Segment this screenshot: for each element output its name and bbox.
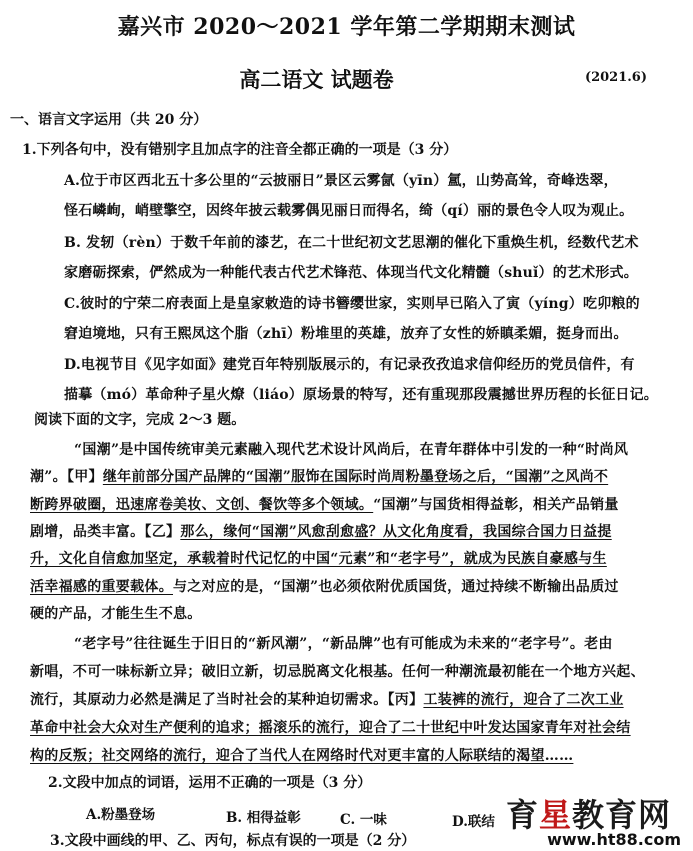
passage-text: 流行，其原动力必然是满足了当时社会的某种迫切需求。【丙】 xyxy=(30,692,424,708)
exam-subtitle: 高二语文 试题卷 xyxy=(239,67,394,92)
passage-text: “国潮”与国货相得益彰，相关产品销量 xyxy=(373,497,619,513)
question-2-stem: 2.文段中加点的词语，运用不正确的一项是（3 分） xyxy=(48,775,372,791)
passage-text: 潮”。【甲】 xyxy=(30,469,103,485)
q1-option-b-line2: 家磨砺探索，俨然成为一种能代表古代艺术锋范、体现当代文化精髓（shuǐ）的艺术形式。 xyxy=(64,265,638,281)
q1-option-a-line1: A.位于市区西北五十多公里的“云披丽日”景区云雾氤（yīn）氲，山势高耸，奇峰迭翠， xyxy=(64,173,618,189)
q1-option-d-line1: D.电视节目《见字如面》建党百年特别版展示的，有记录孜孜追求信仰经历的党员信件，有 xyxy=(64,357,635,373)
passage2-line3 xyxy=(30,689,624,709)
passage-text: 剧增，品类丰富。【乙】 xyxy=(30,524,181,540)
passage1-line2 xyxy=(30,466,608,486)
underlined-sentence-jia-end: 断跨界破圈，迅速席卷美妆、文创、餐饮等多个领域。 xyxy=(30,497,374,513)
watermark-url: www.ht88.com xyxy=(547,830,681,849)
question-1-stem: 1.下列各句中，没有错别字且加点字的注音全都正确的一项是（3 分） xyxy=(22,142,458,158)
passage2-line2: 新唱，不可一味标新立异；破旧立新，切忌脱离文化根基。任何一种潮流最初能在一个地方兴起、 xyxy=(30,664,645,680)
passage1-line7: 硬的产品，才能生生不息。 xyxy=(30,606,202,622)
underlined-sentence-jia: 继年前部分国产品牌的“国潮”服饰在国际时尚周粉墨登场之后，“国潮”之风尚不 xyxy=(102,469,609,485)
q1-option-b-line1: B. 发轫（rèn）于数千年前的漆艺，在二十世纪初文艺思潮的催化下重焕生机，经数代艺术 xyxy=(64,235,639,251)
exam-date: (2021.6) xyxy=(584,70,647,85)
passage2-line1: “老字号”往往诞生于旧日的“新风潮”，“新品牌”也有可能成为未来的“老字号”。老由 xyxy=(74,636,613,652)
q1-option-c-line1: C.彼时的宁荣二府表面上是皇家敕造的诗书簪缨世家，实则早已陷入了寅（yíng）吃卯粮的 xyxy=(64,296,640,312)
q1-option-d-line2: 描摹（mó）革命种子星火燎（liáo）原场景的特写，还有重现那段震撼世界历程的长征日记。 xyxy=(64,387,658,403)
passage-text: 与之对应的是，“国潮”也必须依附优质国货，通过持续不断输出品质过 xyxy=(173,579,619,595)
watermark-brand-1: 育 xyxy=(505,796,539,834)
question-3-stem: 3.文段中画线的甲、乙、丙句，标点有误的一项是（2 分） xyxy=(50,833,416,849)
section-heading: 一、语言文字运用（共 20 分） xyxy=(10,112,208,128)
q2-choice-d: D.联结 xyxy=(452,814,495,830)
passage2-line5 xyxy=(30,745,573,765)
underlined-sentence-yi-end: 活幸福感的重要载体。 xyxy=(30,579,173,595)
reading-intro: 阅读下面的文字，完成 2～3 题。 xyxy=(34,412,246,428)
underlined-sentence-yi-cont: 升，文化自信愈加坚定，承载着时代记忆的中国“元素”和“老字号”，就成为民族自豪感与生 xyxy=(30,551,607,567)
underlined-sentence-yi: 那么，缘何“国潮”风愈刮愈盛？从文化角度看，我国综合国力日益提 xyxy=(180,524,612,540)
passage1-line1: “国潮”是中国传统审美元素融入现代艺术设计风尚后，在青年群体中引发的一种“时尚风 xyxy=(74,442,629,458)
watermark-brand-2: 教育网 xyxy=(571,796,671,834)
underlined-sentence-bing-cont: 革命中社会大众对生产便利的追求；摇滚乐的流行，迎合了二十世纪中叶发达国家青年对社会结 xyxy=(30,720,631,736)
passage1-line3 xyxy=(30,494,619,514)
passage1-line5 xyxy=(30,548,607,568)
underlined-sentence-bing: 工装裤的流行，迎合了二次工业 xyxy=(423,692,624,708)
q2-choice-a: A.粉墨登场 xyxy=(86,807,156,823)
underlined-sentence-bing-end: 构的反叛；社交网络的流行，迎合了当代人在网络时代对更丰富的人际联结的渴望…… xyxy=(30,748,574,764)
passage1-line6 xyxy=(30,576,619,596)
q1-option-c-line2: 窘迫境地，只有王熙凤这个脂（zhī）粉堆里的英雄，放弃了女性的娇瞋柔媚，挺身而出。 xyxy=(64,326,628,342)
passage1-line4 xyxy=(30,521,612,541)
q2-choice-c: C. 一味 xyxy=(340,812,387,828)
q2-choice-b: B. 相得益彰 xyxy=(226,810,301,826)
passage2-line4 xyxy=(30,717,631,737)
q1-option-a-line2: 怪石嶙峋，峭壁擎空，因终年披云载雾偶见丽日而得名，绮（qí）丽的景色令人叹为观止。 xyxy=(64,203,634,219)
exam-title: 嘉兴市 2020～2021 学年第二学期期末测试 xyxy=(117,14,576,40)
watermark-brand-star: 星 xyxy=(538,796,572,834)
watermark-logo xyxy=(470,790,693,851)
